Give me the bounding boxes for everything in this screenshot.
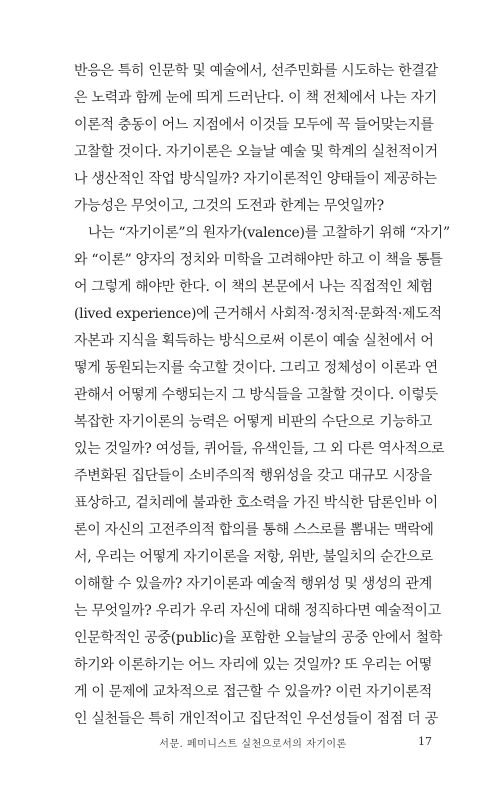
body-text	[74, 58, 450, 733]
text-line: 자본과 지식을 획득하는 방식으로써 이론이 예술 실천에서 어	[74, 333, 434, 349]
text-line: 이론적 충동이 어느 지점에서 이것들 모두에 꼭 들어맞는지를	[74, 117, 434, 133]
text-line: 은 노력과 함께 눈에 띄게 드러난다. 이 책 전체에서 나는 자기	[74, 90, 438, 106]
text-line: 반응은 특히 인문학 및 예술에서, 선주민화를 시도하는 한결같	[74, 63, 438, 79]
text-line: 하기와 이론하기는 어느 자리에 있는 것일까? 또 우리는 어떻	[74, 657, 432, 673]
page-footer	[74, 735, 432, 755]
text-line: 와 “이론” 양자의 정치와 미학을 고려해야만 하고 이 책을 통틀	[74, 252, 443, 268]
text-line: 론이 자신의 고전주의적 합의를 통해 스스로를 뽐내는 맥락에	[74, 522, 434, 538]
text-line: 주변화된 집단들이 소비주의적 행위성을 갖고 대규모 시장을	[74, 468, 432, 484]
text-line: 나 생산적인 작업 방식일까? 자기이론적인 양태들이 제공하는	[74, 171, 437, 187]
text-line: 가능성은 무엇이고, 그것의 도전과 한계는 무엇일까?	[74, 198, 384, 214]
text-line: 게 이 문제에 교차적으로 접근할 수 있을까? 이런 자기이론적	[74, 684, 432, 700]
text-line: 고찰할 것이다. 자기이론은 오늘날 예술 및 학계의 실천적이거	[74, 144, 438, 160]
text-line: 이해할 수 있을까? 자기이론과 예술적 행위성 및 생성의 관계	[74, 576, 432, 592]
text-line: 표상하고, 겉치레에 불과한 호소력을 가진 박식한 담론인바 이	[74, 495, 438, 511]
text-line: 인 실천들은 특히 개인적이고 집단적인 우선성들이 점점 더 공	[74, 711, 438, 727]
text-line: 인문학적인 공중(public)을 포함한 오늘날의 공중 안에서 철학	[74, 630, 443, 646]
text-line: 있는 것일까? 여성들, 퀴어들, 유색인들, 그 외 다른 역사적으로	[74, 441, 445, 457]
text-line: 서, 우리는 어떻게 자기이론을 저항, 위반, 불일치의 순간으로	[74, 549, 433, 565]
text-line: 복잡한 자기이론의 능력은 어떻게 비판의 수단으로 기능하고	[74, 414, 432, 430]
text-line: 는 무엇일까? 우리가 우리 자신에 대해 정직하다면 예술적이고	[74, 603, 441, 619]
text-line: (lived experience)에 근거해서 사회적·정치적·문화적·제도적	[74, 306, 442, 322]
running-title: 서문. 페미니스트 실천으로서의 자기이론	[159, 739, 347, 750]
text-line: 떻게 동원되는지를 숙고할 것이다. 그리고 정체성이 이론과 연	[74, 360, 438, 376]
text-line: 관해서 어떻게 수행되는지 그 방식들을 고찰할 것이다. 이렇듯	[74, 387, 438, 403]
text-line: 나는 “자기이론”의 원자가(valence)를 고찰하기 위해 “자기”	[88, 225, 450, 241]
page-number: 17	[418, 735, 432, 748]
text-line: 어 그렇게 해야만 한다. 이 책의 본문에서 나는 직접적인 체험	[74, 279, 433, 295]
